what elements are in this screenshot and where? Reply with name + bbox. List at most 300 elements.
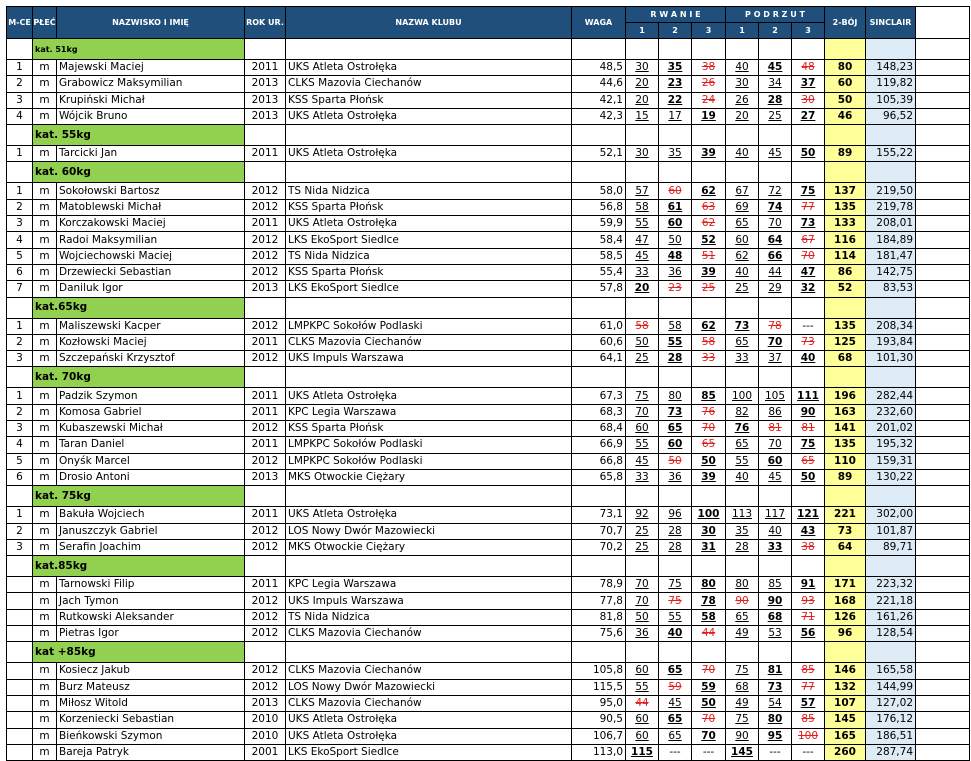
total-cell: 73 <box>825 523 866 539</box>
attempt-value: 37 <box>768 352 782 365</box>
cj-attempt-2 <box>759 539 792 555</box>
name-cell: Padzik Szymon <box>57 388 245 404</box>
attempt-value: 64 <box>767 233 783 246</box>
sinclair-cell: 101,30 <box>866 351 916 367</box>
snatch-attempt-2 <box>659 728 692 744</box>
attempt-value: 49 <box>735 697 749 710</box>
place-cell <box>7 626 33 642</box>
snatch-attempt-1 <box>626 609 659 625</box>
cj-attempt-1 <box>726 334 759 350</box>
cj-attempt-2 <box>759 351 792 367</box>
weight-cell: 55,4 <box>572 264 626 280</box>
cj-attempt-2 <box>759 421 792 437</box>
sinclair-cell: 181,47 <box>866 248 916 264</box>
cj-attempt-3 <box>792 92 825 108</box>
name-cell: Sokołowski Bartosz <box>57 183 245 199</box>
place-cell: 2 <box>7 404 33 420</box>
header-weight: WAGA <box>572 7 626 39</box>
category-empty-cell <box>286 642 572 663</box>
category-empty-cell <box>825 642 866 663</box>
cj-attempt-2 <box>759 404 792 420</box>
total-cell: 50 <box>825 92 866 108</box>
table-row <box>7 437 970 453</box>
place-cell <box>7 679 33 695</box>
snatch-attempt-1 <box>626 712 659 728</box>
total-cell: 221 <box>825 507 866 523</box>
table-row <box>7 199 970 215</box>
attempt-value: 22 <box>667 93 683 106</box>
category-empty-cell <box>692 297 726 318</box>
table-row <box>7 92 970 108</box>
cj-attempt-3 <box>792 437 825 453</box>
sinclair-cell: 96,52 <box>866 108 916 124</box>
attempt-value: 96 <box>668 508 682 521</box>
blank-cell <box>916 216 970 232</box>
sex-cell: m <box>33 421 57 437</box>
attempt-value: 90 <box>735 594 749 607</box>
attempt-value: 50 <box>668 233 682 246</box>
cj-attempt-3 <box>792 248 825 264</box>
attempt-value: 86 <box>768 405 782 418</box>
snatch-attempt-1 <box>626 695 659 711</box>
year-cell: 2012 <box>245 248 286 264</box>
snatch-attempt-1 <box>626 679 659 695</box>
name-cell: Maliszewski Kacper <box>57 318 245 334</box>
sinclair-cell: 148,23 <box>866 60 916 76</box>
cj-attempt-3 <box>792 146 825 162</box>
attempt-value: 70 <box>635 405 649 418</box>
sinclair-cell: 101,87 <box>866 523 916 539</box>
year-cell: 2011 <box>245 388 286 404</box>
name-cell: Burz Mateusz <box>57 679 245 695</box>
attempt-value: 100 <box>697 508 720 521</box>
snatch-attempt-2 <box>659 334 692 350</box>
attempt-value: 65 <box>801 454 815 467</box>
category-empty-cell <box>726 642 759 663</box>
category-empty-cell <box>866 367 916 388</box>
attempt-value: 95 <box>767 729 783 742</box>
sinclair-cell: 127,02 <box>866 695 916 711</box>
place-cell: 6 <box>7 264 33 280</box>
year-cell: 2010 <box>245 712 286 728</box>
club-cell: TS Nida Nidzica <box>286 248 572 264</box>
attempt-value: 68 <box>767 610 783 623</box>
blank-cell <box>916 232 970 248</box>
cj-attempt-3 <box>792 60 825 76</box>
total-cell: 137 <box>825 183 866 199</box>
category-empty-cell <box>866 125 916 146</box>
blank-cell <box>916 744 970 760</box>
snatch-attempt-2 <box>659 92 692 108</box>
weight-cell: 106,7 <box>572 728 626 744</box>
snatch-attempt-3 <box>692 404 726 420</box>
snatch-attempt-3 <box>692 248 726 264</box>
category-empty-cell <box>825 162 866 183</box>
weight-cell: 58,5 <box>572 248 626 264</box>
snatch-attempt-1 <box>626 281 659 297</box>
attempt-value: 50 <box>668 454 682 467</box>
category-empty-cell <box>916 642 970 663</box>
sex-cell: m <box>33 437 57 453</box>
attempt-value: 50 <box>701 697 716 710</box>
snatch-attempt-1 <box>626 232 659 248</box>
total-cell: 86 <box>825 264 866 280</box>
attempt-value: 117 <box>764 508 786 521</box>
attempt-value: 85 <box>801 664 815 677</box>
total-cell: 89 <box>825 469 866 485</box>
table-row <box>7 744 970 760</box>
cj-attempt-1 <box>726 523 759 539</box>
sex-cell: m <box>33 264 57 280</box>
snatch-attempt-1 <box>626 318 659 334</box>
total-cell: 163 <box>825 404 866 420</box>
attempt-value: 65 <box>735 217 749 230</box>
attempt-value: 69 <box>735 200 749 213</box>
sinclair-cell: 223,32 <box>866 577 916 593</box>
snatch-attempt-2 <box>659 539 692 555</box>
category-empty-cell <box>692 642 726 663</box>
attempt-value: 44 <box>635 697 649 710</box>
blank-cell <box>916 539 970 555</box>
attempt-value: 76 <box>734 422 750 435</box>
total-cell: 80 <box>825 60 866 76</box>
place-cell: 3 <box>7 92 33 108</box>
attempt-value: 45 <box>768 147 782 160</box>
club-cell: LKS EkoSport Siedlce <box>286 744 572 760</box>
attempt-value: 55 <box>667 336 683 348</box>
attempt-value: 71 <box>801 610 815 623</box>
year-cell: 2013 <box>245 695 286 711</box>
year-cell: 2011 <box>245 334 286 350</box>
cj-attempt-3 <box>792 593 825 609</box>
cj-attempt-2 <box>759 92 792 108</box>
sex-cell: m <box>33 76 57 92</box>
club-cell: UKS Impuls Warszawa <box>286 351 572 367</box>
attempt-value: 62 <box>701 217 716 230</box>
attempt-value: 61 <box>667 200 683 213</box>
cj-attempt-3 <box>792 76 825 92</box>
snatch-attempt-1 <box>626 199 659 215</box>
attempt-value: 77 <box>801 200 815 213</box>
attempt-value: 105 <box>764 389 786 402</box>
sex-cell: m <box>33 281 57 297</box>
name-cell: Majewski Maciej <box>57 60 245 76</box>
attempt-value: 85 <box>701 389 716 402</box>
attempt-value: 58 <box>635 200 649 213</box>
sinclair-cell: 184,89 <box>866 232 916 248</box>
sinclair-cell: 282,44 <box>866 388 916 404</box>
snatch-attempt-2 <box>659 248 692 264</box>
category-empty-cell <box>245 125 286 146</box>
sex-cell: m <box>33 609 57 625</box>
snatch-attempt-1 <box>626 453 659 469</box>
category-empty-cell <box>825 125 866 146</box>
snatch-attempt-1 <box>626 334 659 350</box>
club-cell: TS Nida Nidzica <box>286 609 572 625</box>
cj-attempt-1 <box>726 469 759 485</box>
snatch-attempt-3 <box>692 609 726 625</box>
total-cell: 165 <box>825 728 866 744</box>
attempt-value: 65 <box>667 422 683 435</box>
year-cell: 2012 <box>245 453 286 469</box>
attempt-value: 38 <box>801 540 815 553</box>
category-empty-cell <box>286 125 572 146</box>
category-empty-cell <box>825 39 866 60</box>
weight-cell: 60,6 <box>572 334 626 350</box>
category-empty-cell <box>626 125 659 146</box>
cj-attempt-1 <box>726 318 759 334</box>
year-cell: 2013 <box>245 469 286 485</box>
club-cell: UKS Atleta Ostrołęka <box>286 60 572 76</box>
attempt-value: 26 <box>701 77 716 90</box>
weight-cell: 64,1 <box>572 351 626 367</box>
total-cell: 135 <box>825 199 866 215</box>
cj-attempt-2 <box>759 216 792 232</box>
table-row <box>7 728 970 744</box>
category-label: kat. 55kg <box>33 125 245 146</box>
year-cell: 2012 <box>245 232 286 248</box>
attempt-value: 70 <box>701 713 716 726</box>
snatch-attempt-1 <box>626 60 659 76</box>
place-cell: 3 <box>7 216 33 232</box>
category-empty-cell <box>626 486 659 507</box>
cj-attempt-2 <box>759 264 792 280</box>
attempt-value: 49 <box>735 627 749 640</box>
weight-cell: 59,9 <box>572 216 626 232</box>
snatch-attempt-2 <box>659 146 692 162</box>
category-label: kat. 51kg <box>33 39 245 60</box>
sex-cell: m <box>33 60 57 76</box>
cj-attempt-2 <box>759 744 792 760</box>
cj-attempt-3 <box>792 183 825 199</box>
blank-cell <box>916 76 970 92</box>
category-label: kat.65kg <box>33 297 245 318</box>
weight-cell: 67,3 <box>572 388 626 404</box>
sinclair-cell: 221,18 <box>866 593 916 609</box>
cj-attempt-2 <box>759 183 792 199</box>
header-club: NAZWA KLUBU <box>286 7 572 39</box>
category-label: kat. 75kg <box>33 486 245 507</box>
snatch-attempt-3 <box>692 264 726 280</box>
attempt-value: 115 <box>631 745 653 758</box>
cj-attempt-1 <box>726 146 759 162</box>
attempt-value: 70 <box>701 664 716 677</box>
header-clean-jerk: P O D R Z U T <box>726 7 825 23</box>
name-cell: Tarnowski Filip <box>57 577 245 593</box>
sinclair-cell: 219,50 <box>866 183 916 199</box>
category-empty-cell <box>792 297 825 318</box>
year-cell: 2013 <box>245 281 286 297</box>
cj-attempt-1 <box>726 712 759 728</box>
category-empty-cell <box>572 125 626 146</box>
sex-cell: m <box>33 523 57 539</box>
sinclair-cell: 287,74 <box>866 744 916 760</box>
sinclair-cell: 219,78 <box>866 199 916 215</box>
year-cell: 2011 <box>245 60 286 76</box>
attempt-value: 40 <box>800 352 816 365</box>
club-cell: UKS Atleta Ostrołęka <box>286 108 572 124</box>
attempt-value: 66 <box>767 249 783 262</box>
snatch-attempt-2 <box>659 421 692 437</box>
sex-cell: m <box>33 626 57 642</box>
weight-cell: 95,0 <box>572 695 626 711</box>
category-empty-cell <box>759 556 792 577</box>
snatch-attempt-3 <box>692 744 726 760</box>
snatch-attempt-2 <box>659 523 692 539</box>
sex-cell: m <box>33 334 57 350</box>
cj-attempt-1 <box>726 626 759 642</box>
sinclair-cell: 186,51 <box>866 728 916 744</box>
weight-cell: 56,8 <box>572 199 626 215</box>
cj-attempt-1 <box>726 577 759 593</box>
blank-cell <box>916 146 970 162</box>
cj-attempt-3 <box>792 199 825 215</box>
cj-attempt-2 <box>759 232 792 248</box>
attempt-value: 111 <box>797 389 819 402</box>
place-cell: 1 <box>7 146 33 162</box>
snatch-attempt-1 <box>626 351 659 367</box>
snatch-attempt-3 <box>692 318 726 334</box>
category-empty-cell <box>245 39 286 60</box>
cj-attempt-3 <box>792 281 825 297</box>
category-empty-cell <box>759 297 792 318</box>
attempt-value: 78 <box>768 319 782 332</box>
attempt-value: 29 <box>768 282 782 295</box>
attempt-value: 47 <box>635 233 649 246</box>
attempt-value: 72 <box>768 184 782 197</box>
attempt-value: 62 <box>701 184 716 197</box>
attempt-value: 45 <box>768 471 782 484</box>
year-cell: 2012 <box>245 679 286 695</box>
year-cell: 2012 <box>245 593 286 609</box>
category-empty-cell <box>726 162 759 183</box>
attempt-value: 65 <box>735 336 749 348</box>
category-empty-cell <box>759 367 792 388</box>
place-cell: 2 <box>7 76 33 92</box>
total-cell: 46 <box>825 108 866 124</box>
sinclair-cell: 155,22 <box>866 146 916 162</box>
place-cell: 4 <box>7 232 33 248</box>
snatch-attempt-2 <box>659 593 692 609</box>
attempt-value: 60 <box>635 713 649 726</box>
name-cell: Wójcik Bruno <box>57 108 245 124</box>
category-empty-cell <box>286 367 572 388</box>
sex-cell: m <box>33 216 57 232</box>
category-row <box>7 125 970 146</box>
name-cell: Bieńkowski Szymon <box>57 728 245 744</box>
snatch-attempt-2 <box>659 577 692 593</box>
sex-cell: m <box>33 108 57 124</box>
blank-cell <box>916 404 970 420</box>
club-cell: UKS Atleta Ostrołęka <box>286 146 572 162</box>
category-row <box>7 642 970 663</box>
snatch-attempt-3 <box>692 60 726 76</box>
sex-cell: m <box>33 539 57 555</box>
category-label: kat. 70kg <box>33 367 245 388</box>
attempt-value: 31 <box>701 540 716 553</box>
year-cell: 2010 <box>245 728 286 744</box>
table-row <box>7 609 970 625</box>
category-empty-cell <box>286 556 572 577</box>
name-cell: Krupiński Michał <box>57 92 245 108</box>
cj-attempt-1 <box>726 92 759 108</box>
attempt-value: 20 <box>635 77 649 90</box>
snatch-attempt-1 <box>626 593 659 609</box>
attempt-value: 70 <box>701 729 716 742</box>
attempt-value: 75 <box>800 438 816 451</box>
total-cell: 107 <box>825 695 866 711</box>
attempt-value: 68 <box>735 680 749 693</box>
club-cell: UKS Atleta Ostrołęka <box>286 388 572 404</box>
category-empty-cell <box>286 486 572 507</box>
sinclair-cell: 161,26 <box>866 609 916 625</box>
attempt-value: 50 <box>800 147 816 160</box>
category-empty-cell <box>659 125 692 146</box>
club-cell: UKS Atleta Ostrołęka <box>286 216 572 232</box>
total-cell: 110 <box>825 453 866 469</box>
attempt-value: 30 <box>801 93 815 106</box>
attempt-value: 57 <box>800 697 816 710</box>
sinclair-cell: 201,02 <box>866 421 916 437</box>
attempt-value: 70 <box>635 594 649 607</box>
attempt-value: 50 <box>800 471 816 484</box>
total-cell: 114 <box>825 248 866 264</box>
attempt-value: 73 <box>667 405 683 418</box>
category-empty-cell <box>286 297 572 318</box>
place-cell <box>7 695 33 711</box>
cj-attempt-3 <box>792 388 825 404</box>
place-cell: 3 <box>7 421 33 437</box>
cj-attempt-1 <box>726 593 759 609</box>
attempt-value: 75 <box>735 713 749 726</box>
snatch-attempt-1 <box>626 728 659 744</box>
weight-cell: 65,8 <box>572 469 626 485</box>
attempt-value: 28 <box>668 524 682 537</box>
attempt-value: 60 <box>735 233 749 246</box>
category-empty-cell <box>916 162 970 183</box>
attempt-value: 75 <box>800 184 816 197</box>
category-empty-cell <box>659 556 692 577</box>
sex-cell: m <box>33 248 57 264</box>
attempt-value: 75 <box>735 664 749 677</box>
blank-cell <box>916 679 970 695</box>
table-row <box>7 469 970 485</box>
attempt-value: 28 <box>735 540 749 553</box>
club-cell: KPC Legia Warszawa <box>286 404 572 420</box>
sex-cell: m <box>33 404 57 420</box>
total-cell: 260 <box>825 744 866 760</box>
table-row <box>7 539 970 555</box>
sinclair-cell: 195,32 <box>866 437 916 453</box>
blank-cell <box>916 593 970 609</box>
cj-attempt-2 <box>759 76 792 92</box>
category-empty-cell <box>792 162 825 183</box>
attempt-value: 60 <box>635 422 649 435</box>
attempt-value: 30 <box>635 61 649 74</box>
place-cell <box>7 593 33 609</box>
category-empty-cell <box>916 556 970 577</box>
attempt-value: 17 <box>668 110 682 123</box>
total-cell: 125 <box>825 334 866 350</box>
category-empty-cell <box>245 367 286 388</box>
place-cell: 2 <box>7 199 33 215</box>
category-empty-cell <box>692 162 726 183</box>
blank-cell <box>916 351 970 367</box>
cj-attempt-1 <box>726 216 759 232</box>
blank-cell <box>916 663 970 679</box>
snatch-attempt-1 <box>626 523 659 539</box>
category-empty-cell <box>572 486 626 507</box>
